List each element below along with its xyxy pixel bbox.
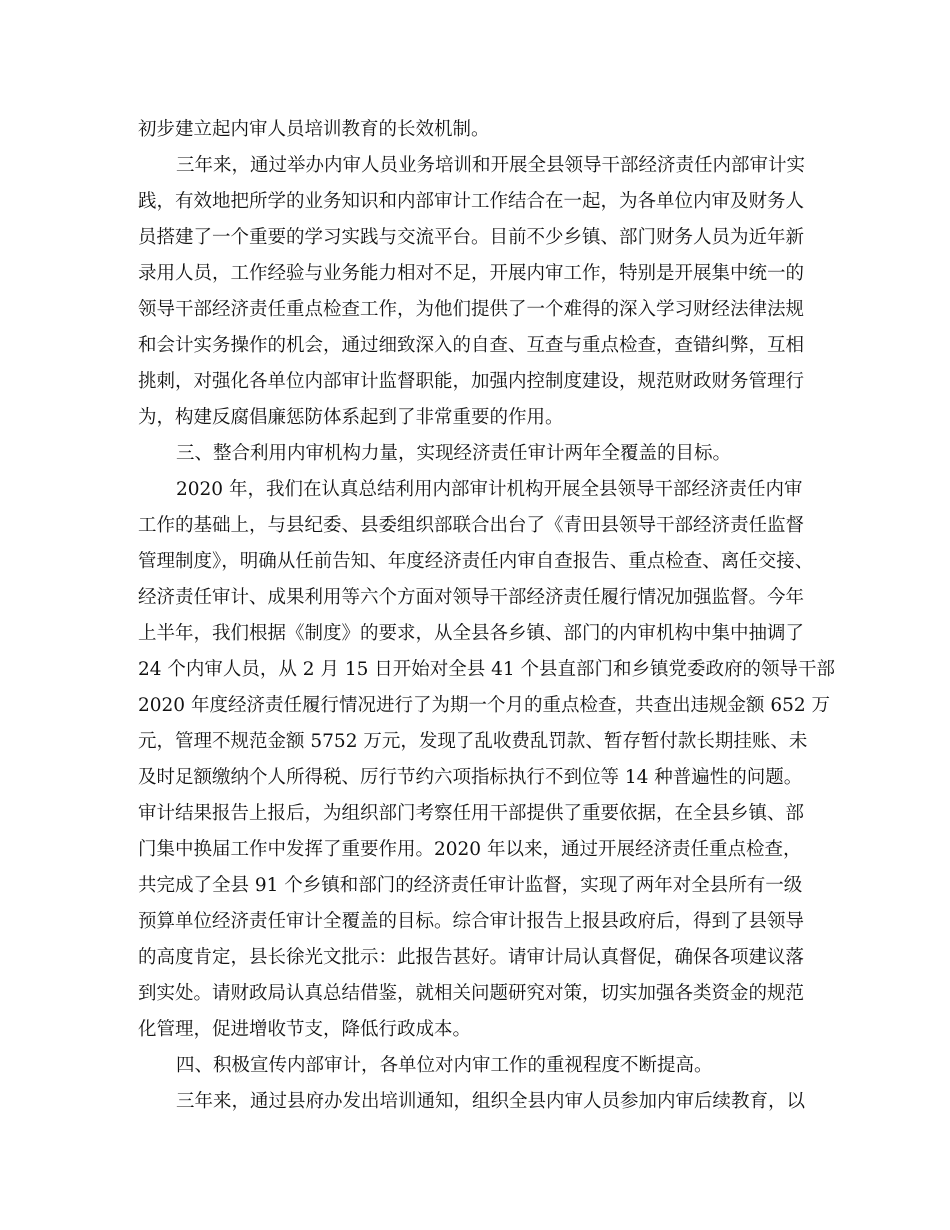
text-line: 三年来，通过县府办发出培训通知，组织全县内审人员参加内审后续教育，以: [176, 1091, 806, 1112]
section-heading: 三、整合利用内审机构力量，实现经济责任审计两年全覆盖的目标。: [176, 443, 732, 464]
section-heading: 四、积极宣传内部审计，各单位对内审工作的重视程度不断提高。: [176, 1055, 713, 1076]
text-line: 到实处。请财政局认真总结借鉴，就相关问题研究对策，切实加强各类资金的规范: [138, 983, 805, 1004]
text-line: 元，管理不规范金额 5752 万元，发现了乱收费乱罚款、暂存暂付款长期挂账、未: [138, 731, 808, 752]
text-line: 预算单位经济责任审计全覆盖的目标。综合审计报告上报县政府后，得到了县领导: [138, 911, 805, 932]
text-line: 共完成了全县 91 个乡镇和部门的经济责任审计监督，实现了两年对全县所有一级: [138, 875, 803, 896]
text-line: 初步建立起内审人员培训教育的长效机制。: [138, 119, 490, 140]
text-line: 24 个内审人员，从 2 月 15 日开始对全县 41 个县直部门和乡镇党委政府的领导干部: [138, 659, 836, 680]
text-line: 审计结果报告上报后，为组织部门考察任用干部提供了重要依据，在全县乡镇、部: [138, 803, 805, 824]
text-line: 2020 年，我们在认真总结利用内部审计机构开展全县领导干部经济责任内审: [176, 479, 803, 500]
text-line: 三年来，通过举办内审人员业务培训和开展全县领导干部经济责任内部审计实: [176, 155, 806, 176]
text-line: 挑刺，对强化各单位内部审计监督职能，加强内控制度建设，规范财政财务管理行: [138, 371, 805, 392]
text-line: 2020 年度经济责任履行情况进行了为期一个月的重点检查，共查出违规金额 652 万: [138, 695, 831, 716]
text-line: 化管理，促进增收节支，降低行政成本。: [138, 1019, 472, 1040]
text-line: 员搭建了一个重要的学习实践与交流平台。目前不少乡镇、部门财务人员为近年新: [138, 227, 805, 248]
text-line: 和会计实务操作的机会，通过细致深入的自查、互查与重点检查，查错纠弊，互相: [138, 335, 805, 356]
text-line: 工作的基础上，与县纪委、县委组织部联合出台了《青田县领导干部经济责任监督: [138, 515, 805, 536]
text-line: 管理制度》，明确从任前告知、年度经济责任内审自查报告、重点检查、离任交接、: [138, 551, 814, 572]
text-line: 及时足额缴纳个人所得税、厉行节约六项指标执行不到位等 14 种普遍性的问题。: [138, 767, 803, 788]
text-line: 为，构建反腐倡廉惩防体系起到了非常重要的作用。: [138, 407, 564, 428]
text-line: 领导干部经济责任重点检查工作，为他们提供了一个难得的深入学习财经法律法规: [138, 299, 805, 320]
text-line: 践，有效地把所学的业务知识和内部审计工作结合在一起，为各单位内审及财务人: [138, 191, 805, 212]
text-line: 的高度肯定，县长徐光文批示：此报告甚好。请审计局认真督促，确保各项建议落: [138, 947, 805, 968]
text-line: 上半年，我们根据《制度》的要求，从全县各乡镇、部门的内审机构中集中抽调了: [138, 623, 805, 644]
text-line: 门集中换届工作中发挥了重要作用。2020 年以来，通过开展经济责任重点检查，: [138, 839, 802, 860]
text-line: 录用人员，工作经验与业务能力相对不足，开展内审工作，特别是开展集中统一的: [138, 263, 805, 284]
text-line: 经济责任审计、成果利用等六个方面对领导干部经济责任履行情况加强监督。今年: [138, 587, 805, 608]
